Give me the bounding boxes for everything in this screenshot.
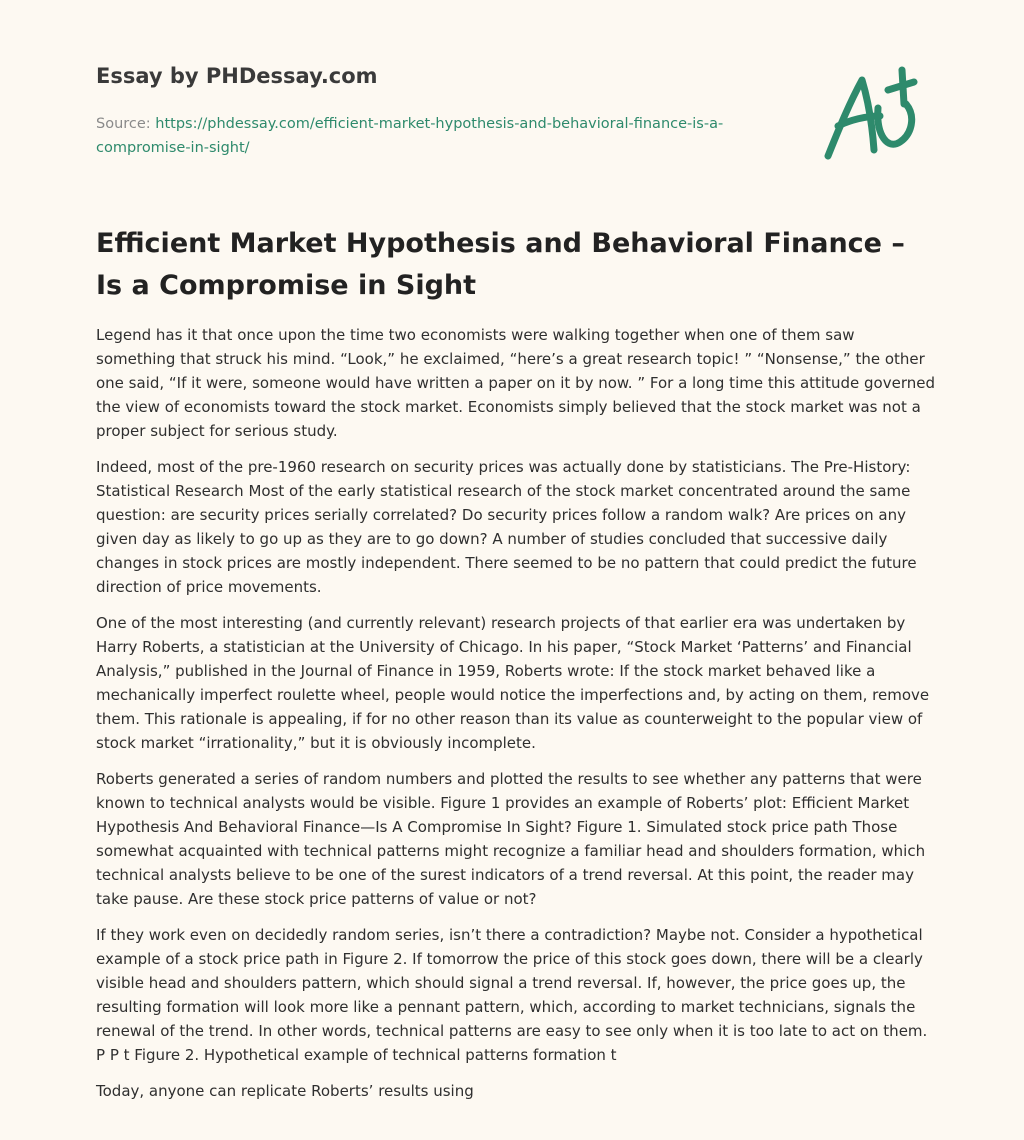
source-label: Source: [96,116,151,132]
source-link[interactable]: https://phdessay.com/efficient-market-hypothesis-and-behavioral-finance-is-a-compromise-in-sight/ [96,116,724,156]
article-title: Efficient Market Hypothesis and Behavioral Finance – Is a Compromise in Sight [96,228,905,301]
paragraph: Indeed, most of the pre-1960 research on security prices was actually done by statisticians. The Pre-History: Statistical Research Most of the early statistical research of the stock market concentrated around the same question: are security prices serially correlated? Do security prices follow a random walk? Are prices on any given day as likely to go up as they are to go down? A number of studies concluded that successive daily changes in stock prices are mostly independent. There seemed to be no pattern that could predict the future direction of price movements. [96,458,917,596]
source-line [96,112,776,160]
article-body [96,323,936,1115]
site-brand: Essay by PHDessay.com [96,64,378,88]
paragraph: Legend has it that once upon the time two economists were walking together when one of them saw something that struck his mind. “Look,” he exclaimed, “here’s a great research topic! ” “Nonsense,” the other one said, “If it were, someone would have written a paper on it by now. ” For a long time this attitude governed the view of economists toward the stock market. Economists simply believed that the stock market was not a proper subject for serious study. [96,326,935,440]
paragraph: Today, anyone can replicate Roberts’ results using [96,1082,474,1100]
paragraph: If they work even on decidedly random series, isn’t there a contradiction? Maybe not. Consider a hypothetical example of a stock price path in Figure 2. If tomorrow the price of this stock goes down, there will be a clearly visible head and shoulders pattern, which should signal a trend reversal. If, however, the price goes up, the resulting formation will look more like a pennant pattern, which, according to market technicians, signals the renewal of the trend. In other words, technical patterns are easy to see only when it is too late to act on them. P P t Figure 2. Hypothetical example of technical patterns formation t [96,926,928,1064]
paragraph: One of the most interesting (and currently relevant) research projects of that earlier era was undertaken by Harry Roberts, a statistician at the University of Chicago. In his paper, “Stock Market ‘Patterns’ and Financial Analysis,” published in the Journal of Finance in 1959, Roberts wrote: If the stock market behaved like a mechanically imperfect roulette wheel, people would notice the imperfections and, by acting on them, remove them. This rationale is appealing, if for no other reason than its value as counterweight to the popular view of stock market “irrationality,” but it is obviously incomplete. [96,614,930,752]
paragraph: Roberts generated a series of random numbers and plotted the results to see whether any patterns that were known to technical analysts would be visible. Figure 1 provides an example of Roberts’ plot: Efficient Market Hypothesis And Behavioral Finance—Is A Compromise In Sight? Figure 1. Simulated stock price path Those somewhat acquainted with technical patterns might recognize a familiar head and shoulders formation, which technical analysts believe to be one of the surest indicators of a trend reversal. At this point, the reader may take pause. Are these stock price patterns of value or not? [96,770,926,908]
a-plus-logo-icon [818,60,934,170]
